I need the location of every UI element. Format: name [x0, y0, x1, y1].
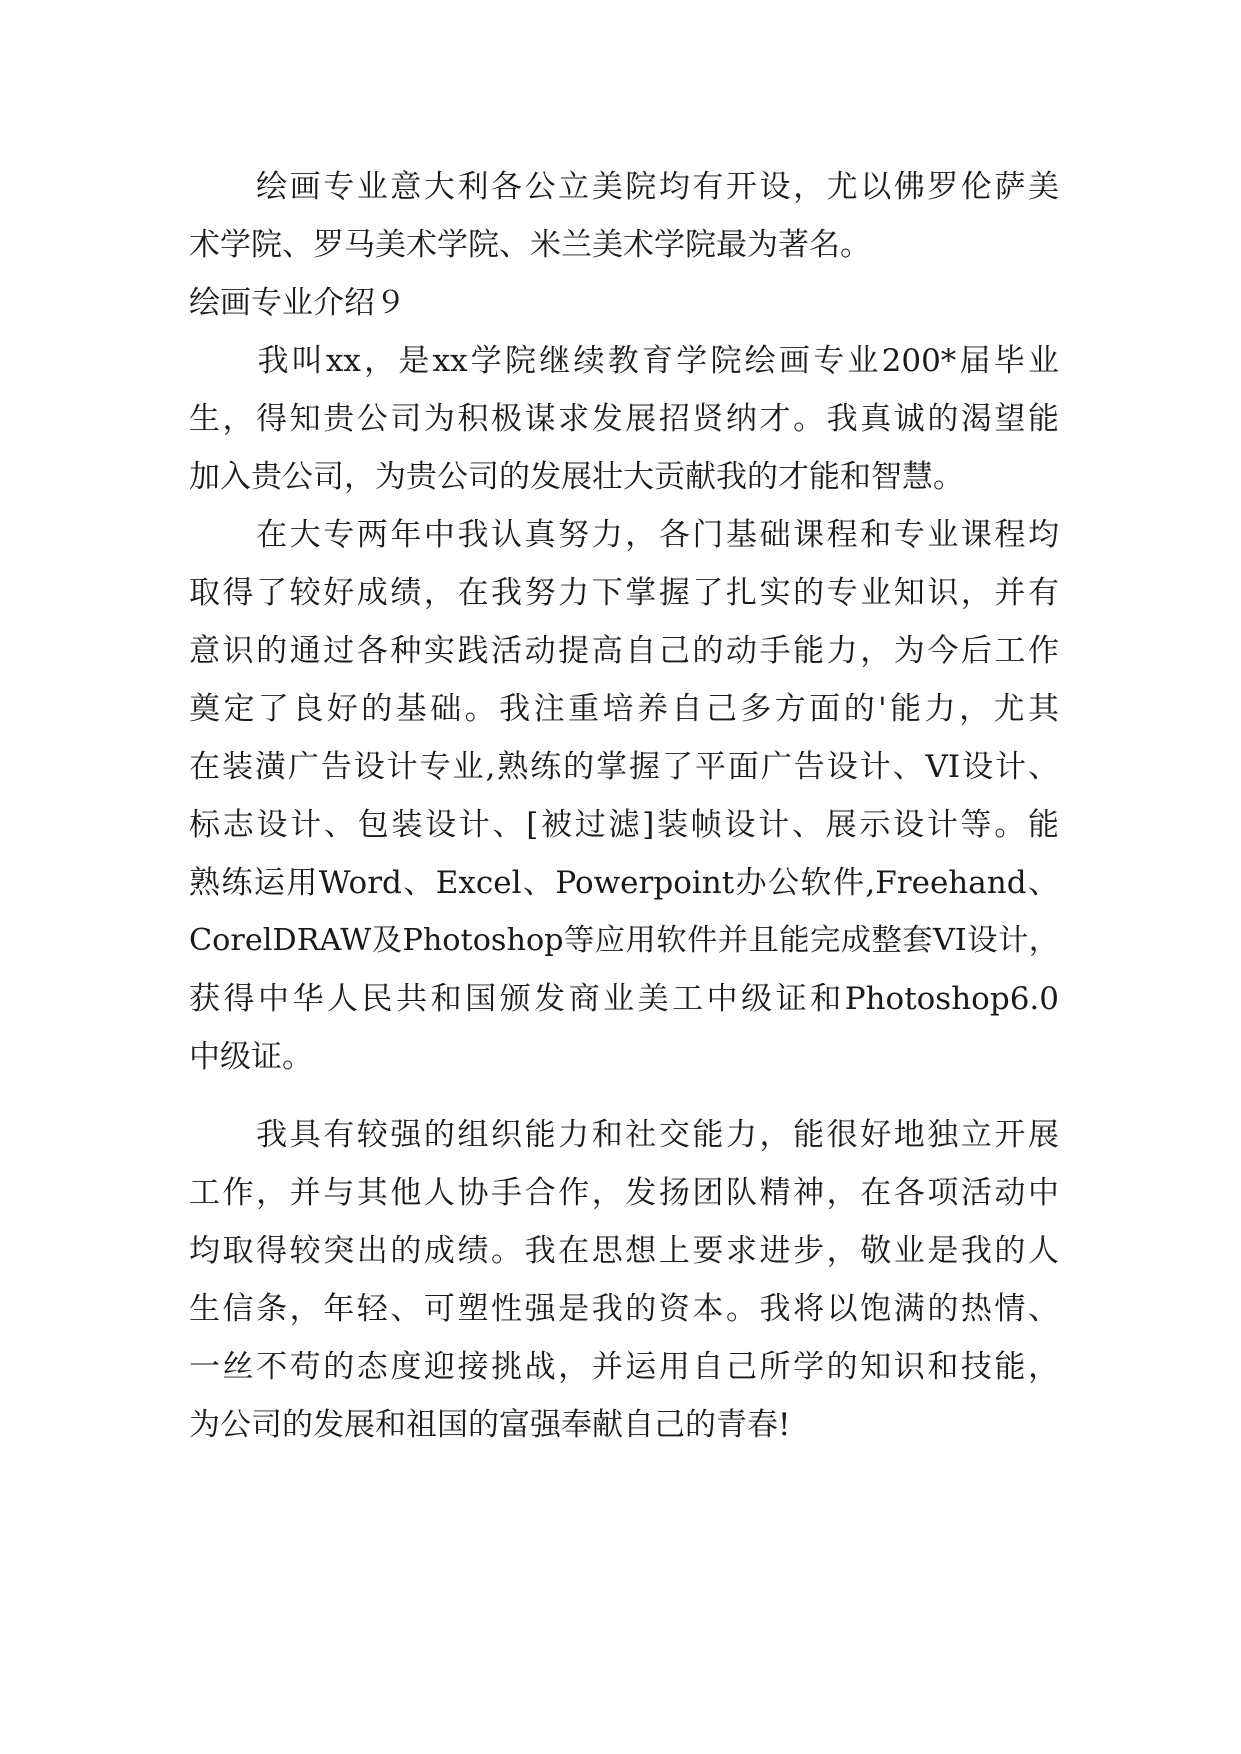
text-line: 术学院、罗马美术学院、米兰美术学院最为著名。 [189, 227, 871, 263]
paragraph [189, 158, 1059, 274]
paragraph [189, 506, 1059, 1086]
text-line: 标志设计、包装设计、[被过滤]装帧设计、展示设计等。能 [189, 807, 1059, 843]
text-line: 熟练运用Word、Excel、Powerpoint办公软件,Freehand、 [189, 865, 1059, 901]
text-line: 绘画专业意大利各公立美院均有开设，尤以佛罗伦萨美 [189, 169, 1059, 205]
text-line: 工作，并与其他人协手合作，发扬团队精神，在各项活动中 [189, 1175, 1059, 1211]
text-line: 一丝不苟的态度迎接挑战，并运用自己所学的知识和技能， [189, 1349, 1059, 1385]
paragraph [189, 1106, 1059, 1454]
text-line: 我叫xx，是xx学院继续教育学院绘画专业200*届毕业 [189, 343, 1059, 379]
text-line: 我具有较强的组织能力和社交能力，能很好地独立开展 [189, 1117, 1059, 1153]
text-line: 中级证。 [189, 1039, 313, 1075]
text-line: 在装潢广告设计专业,熟练的掌握了平面广告设计、VI设计、 [189, 749, 1059, 785]
section-heading [189, 274, 1059, 332]
text-line: 取得了较好成绩，在我努力下掌握了扎实的专业知识，并有 [189, 575, 1059, 611]
text-line: 生，得知贵公司为积极谋求发展招贤纳才。我真诚的渴望能 [189, 401, 1059, 437]
text-line: 加入贵公司，为贵公司的发展壮大贡献我的才能和智慧。 [189, 459, 964, 495]
text-line: 获得中华人民共和国颁发商业美工中级证和Photoshop6.0 [189, 981, 1059, 1017]
heading-line: 绘画专业介绍９ [189, 285, 406, 321]
text-line: 奠定了良好的基础。我注重培养自己多方面的'能力，尤其 [189, 691, 1059, 727]
paragraph-spacer [189, 1086, 1059, 1106]
document-body [189, 158, 1059, 1454]
text-line: 为公司的发展和祖国的富强奉献自己的青春! [189, 1407, 791, 1443]
paragraph [189, 332, 1059, 506]
text-line: 意识的通过各种实践活动提高自己的动手能力，为今后工作 [189, 633, 1059, 669]
text-line: 在大专两年中我认真努力，各门基础课程和专业课程均 [189, 517, 1059, 553]
text-line: 生信条，年轻、可塑性强是我的资本。我将以饱满的热情、 [189, 1291, 1059, 1327]
text-line: 均取得较突出的成绩。我在思想上要求进步，敬业是我的人 [189, 1233, 1059, 1269]
text-line: CorelDRAW及Photoshop等应用软件并且能完成整套VI设计， [189, 923, 1059, 958]
